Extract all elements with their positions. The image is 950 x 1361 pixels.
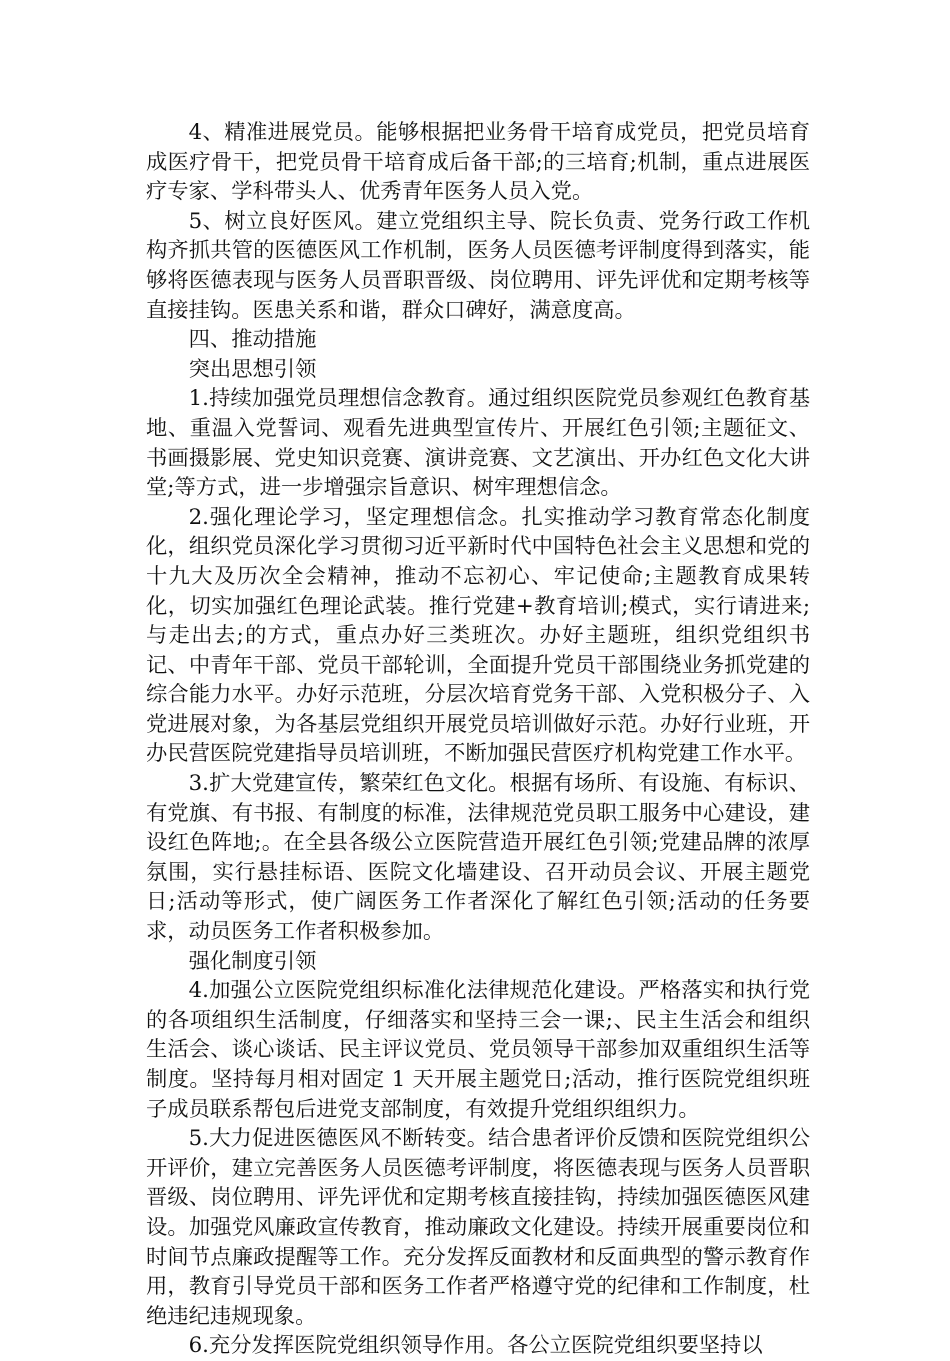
section-heading-measures: 四、推动措施	[188, 327, 317, 353]
paragraph-item-4-standardization: 4.加强公立医院党组织标准化法律规范化建设。严格落实和执行党的各项组织生活制度，仔细落实和坚持三会一课;、民主生活会和组织生活会、谈心谈话、民主评议党员、党员领导干部参加双重组织生活等制度。坚持每月相对固定 1 天开展主题党日;活动，推行医院党组织班子成员联系帮包后进党支部制度，有效提升党组织组织力。	[146, 978, 810, 1122]
subheading-ideological-guidance: 突出思想引领	[188, 356, 317, 382]
paragraph-item-5-medical-ethics: 5、树立良好医风。建立党组织主导、院长负责、党务行政工作机构齐抓共管的医德医风工作机制，医务人员医德考评制度得到落实，能够将医德表现与医务人员晋职晋级、岗位聘用、评先评优和定期考核等直接挂钩。医患关系和谐，群众口碑好，满意度高。	[146, 208, 810, 323]
subheading-institutional-guidance: 强化制度引领	[188, 948, 317, 974]
paragraph-item-1-ideals-education: 1.持续加强党员理想信念教育。通过组织医院党员参观红色教育基地、重温入党誓词、观看先进典型宣传片、开展红色引领;主题征文、书画摄影展、党史知识竞赛、演讲竞赛、文艺演出、开办红色文化大讲堂;等方式，进一步增强宗旨意识、树牢理想信念。	[146, 386, 810, 501]
paragraph-item-2-theory-study: 2.强化理论学习，坚定理想信念。扎实推动学习教育常态化制度化，组织党员深化学习贯彻习近平新时代中国特色社会主义思想和党的十九大及历次全会精神，推动不忘初心、牢记使命;主题教育成果转化，切实加强红色理论武装。推行党建+教育培训;模式，实行请进来;与走出去;的方式，重点办好三类班次。办好主题班，组织党组织书记、中青年干部、党员干部轮训，全面提升党员干部围绕业务抓党建的综合能力水平。办好示范班，分层次培育党务干部、入党积极分子、入党进展对象，为各基层党组织开展党员培训做好示范。办好行业班，开办民营医院党建指导员培训班，不断加强民营医疗机构党建工作水平。	[146, 504, 810, 767]
paragraph-item-4-recruit-members: 4、精准进展党员。能够根据把业务骨干培育成党员，把党员培育成医疗骨干，把党员骨干培育成后备干部;的三培育;机制，重点进展医疗专家、学科带头人、优秀青年医务人员入党。	[146, 120, 810, 205]
paragraph-item-5-ethics-transformation: 5.大力促进医德医风不断转变。结合患者评价反馈和医院党组织公开评价，建立完善医务人员医德考评制度，将医德表现与医务人员晋职晋级、岗位聘用、评先评优和定期考核直接挂钩，持续加强医德医风建设。加强党风廉政宣传教育，推动廉政文化建设。持续开展重要岗位和时间节点廉政提醒等工作。充分发挥反面教材和反面典型的警示教育作用，教育引导党员干部和医务工作者严格遵守党的纪律和工作制度，杜绝违纪违规现象。	[146, 1126, 810, 1329]
paragraph-item-6-leadership-role: 6.充分发挥医院党组织领导作用。各公立医院党组织要坚持以	[188, 1333, 763, 1359]
document-body	[146, 118, 810, 1361]
paragraph-item-3-publicity: 3.扩大党建宣传，繁荣红色文化。根据有场所、有设施、有标识、有党旗、有书报、有制度的标准，法律规范党员职工服务中心建设，建设红色阵地;。在全县各级公立医院营造开展红色引领;党建品牌的浓厚氛围，实行悬挂标语、医院文化墙建设、召开动员会议、开展主题党日;活动等形式，使广阔医务工作者深化了解红色引领;活动的任务要求，动员医务工作者积极参加。	[146, 771, 810, 945]
